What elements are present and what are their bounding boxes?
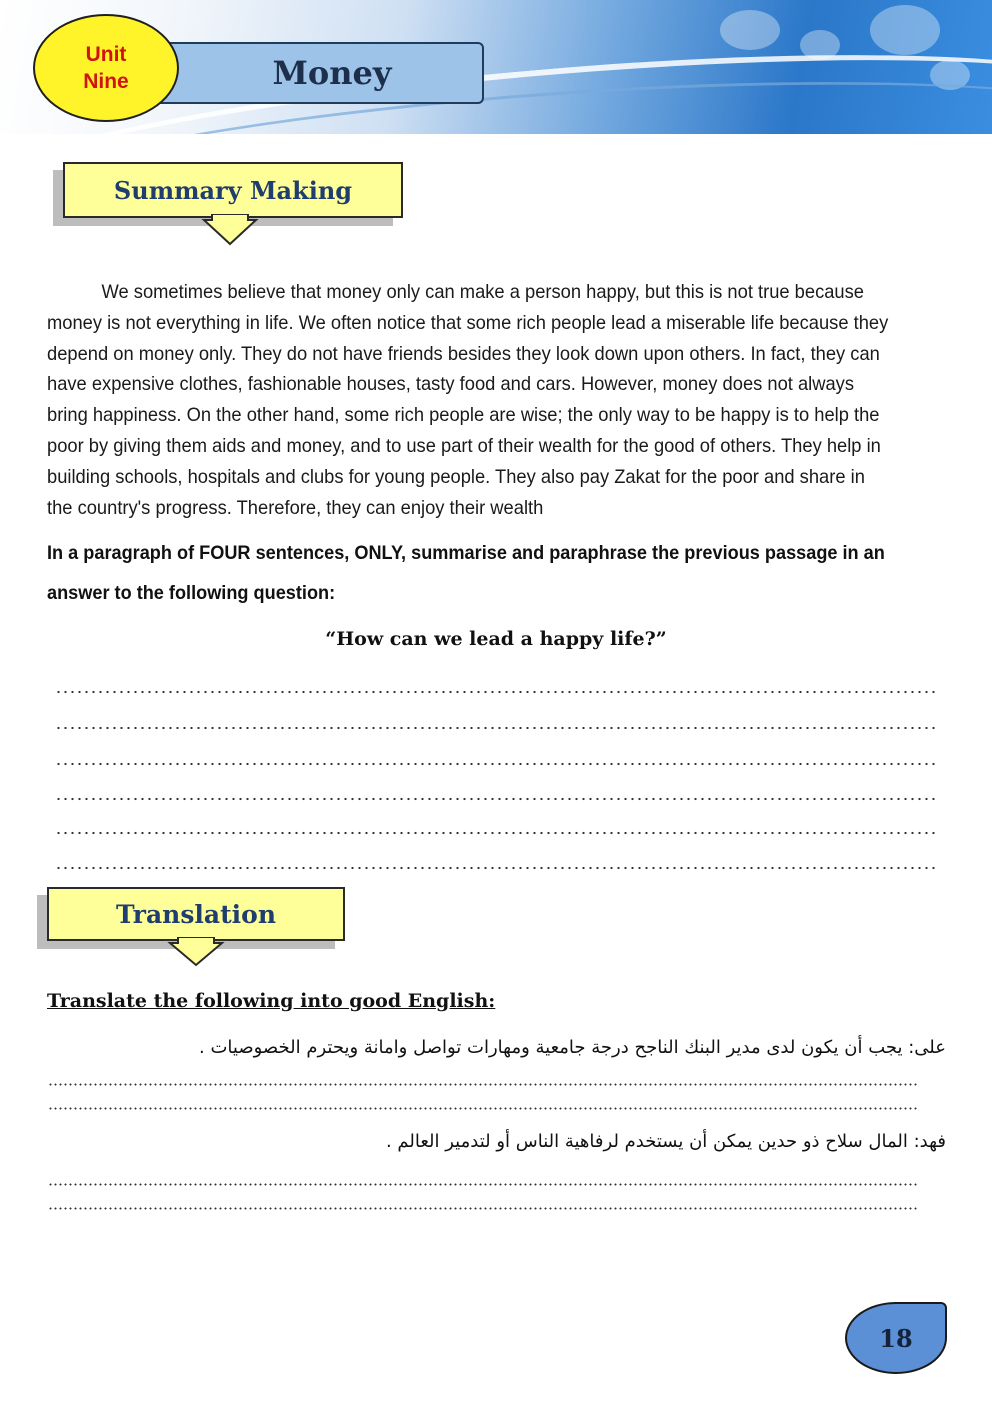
page-title: Money — [272, 54, 392, 92]
unit-number: Nine — [83, 70, 129, 93]
translation-heading: Translation — [116, 899, 276, 929]
answer-line[interactable] — [55, 690, 935, 694]
translation-line[interactable] — [48, 1207, 918, 1210]
answer-line[interactable] — [55, 726, 935, 730]
answer-line[interactable] — [55, 831, 935, 835]
translation-line[interactable] — [48, 1107, 918, 1110]
summary-heading-box — [63, 162, 403, 218]
summary-heading: Summary Making — [113, 175, 353, 205]
unit-badge — [33, 14, 179, 122]
summary-instruction: In a paragraph of FOUR sentences, ONLY, summarise and paraphrase the previous passage in an answer to the following question: — [47, 542, 885, 604]
summary-question: “How can we lead a happy life?” — [325, 628, 667, 650]
translation-instruction: Translate the following into good English: — [47, 990, 496, 1012]
passage-text: We sometimes believe that money only can make a person happy, but this is not true because money is not everything in life. We often notice that some rich people lead a miserable life because they depend on money only. They do not have friends besides they look down upon others. In fact, they can have expensive clothes, fashionable houses, tasty food and cars. However, money does not always bring happiness. On the other hand, some rich people are wise; the only way to be happy is to help the poor by giving them aids and money, and to use part of their wealth for the good of others. They help in building schools, hospitals and clubs for young people. They also pay Zakat for the poor and share in the country's progress. Therefore, they can enjoy their wealth — [47, 281, 889, 519]
page-title-box — [150, 42, 484, 104]
answer-line[interactable] — [55, 866, 935, 870]
arrow-down-icon — [200, 214, 260, 248]
unit-label: Unit — [85, 43, 127, 66]
page-number: 18 — [879, 1323, 913, 1353]
arabic-sentence-2: فهد: المال سلاح ذو حدين يمكن أن يستخدم لرفاهية الناس أو لتدمير العالم . — [385, 1131, 946, 1152]
arrow-down-icon — [166, 937, 226, 969]
page-number-badge — [845, 1302, 947, 1374]
answer-line[interactable] — [55, 797, 935, 801]
translation-heading-box — [47, 887, 345, 941]
arabic-sentence-1: على: يجب أن يكون لدى مدير البنك الناجح درجة جامعية ومهارات تواصل وامانة ويحترم الخصوصيات . — [199, 1037, 946, 1058]
translation-line[interactable] — [48, 1183, 918, 1186]
answer-line[interactable] — [55, 762, 935, 766]
summary-passage — [47, 277, 893, 523]
translation-line[interactable] — [48, 1083, 918, 1086]
